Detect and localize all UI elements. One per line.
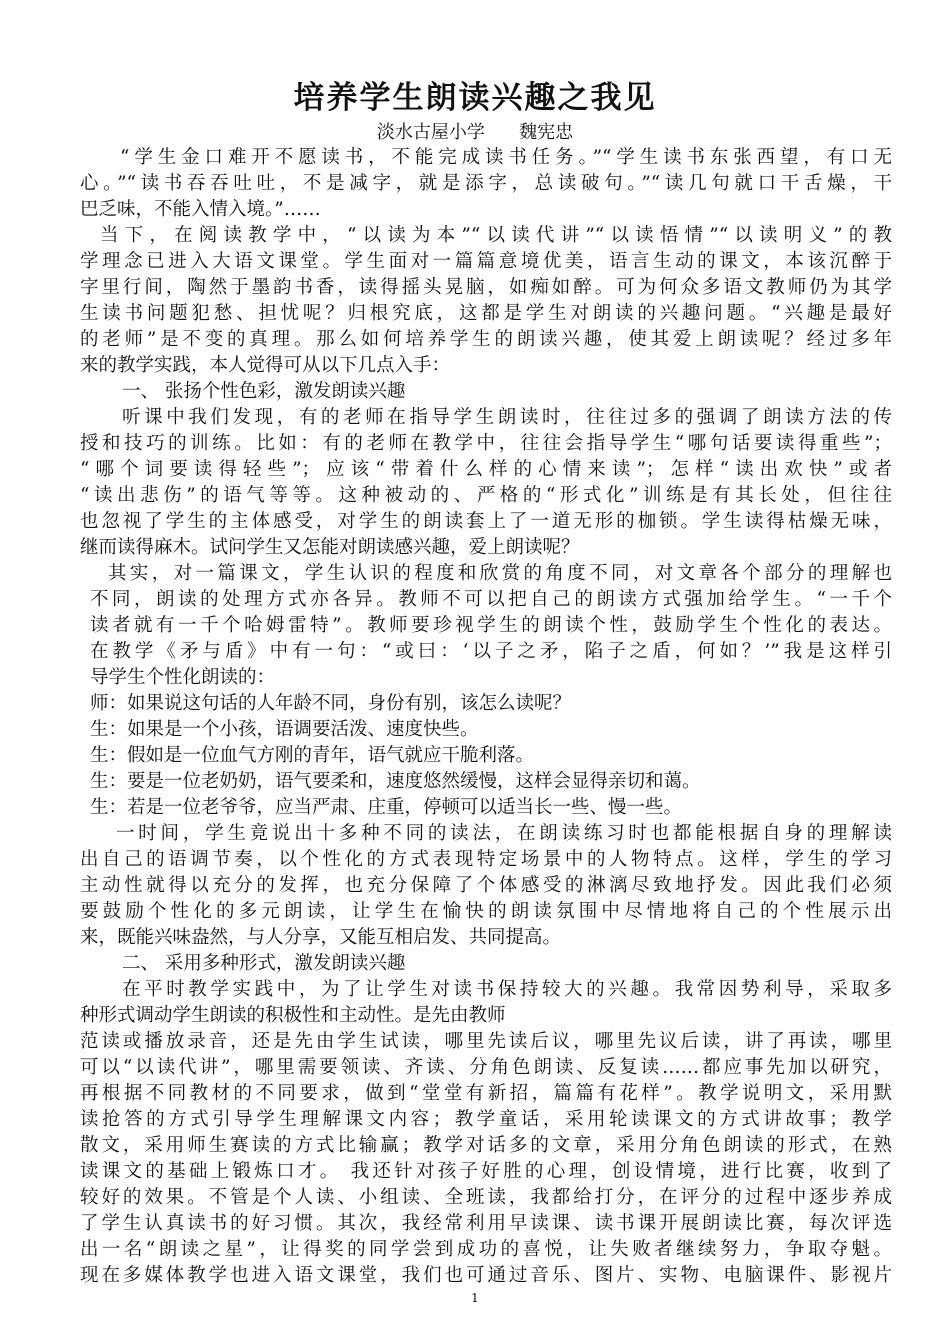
paragraph-line: 生读书问题犯愁、担忧呢？归根究底，这都是学生对朗读的兴趣问题。“兴趣是最好	[80, 303, 892, 324]
paragraph-line: 读抢答的方式引导学生理解课文内容；教学童话，采用轮读课文的方式讲故事；教学	[80, 1109, 892, 1130]
paragraph-line: 要鼓励个性化的多元朗读，让学生在愉快的朗读氛围中尽情地将自己的个性展示出	[80, 901, 892, 922]
dialogue-line: 师：如果说这句话的人年龄不同，身份有别，该怎么读呢？	[90, 693, 572, 714]
paragraph-line: 来的教学实践，本人觉得可从以下几点入手：	[80, 355, 451, 376]
paragraph-line: 当下，在阅读教学中，“以读为本”“以读代讲”“以读悟情”“以读明义”的教	[100, 225, 892, 246]
paragraph-line: 再根据不同教材的不同要求，做到“堂堂有新招，篇篇有花样”。教学说明文，采用默	[80, 1083, 892, 1104]
paragraph-line: 导学生个性化朗读的：	[90, 667, 276, 688]
dialogue-line: 生：要是一位老奶奶，语气要柔和，速度悠然缓慢，这样会显得亲切和蔼。	[90, 771, 701, 792]
paragraph-line: “哪个词要读得轻些”；应该“带着什么样的心情来读”；怎样“读出欢快”或者	[80, 459, 892, 480]
paragraph-line: 其实，对一篇课文，学生认识的程度和欣赏的角度不同，对文章各个部分的理解也	[108, 563, 892, 584]
paragraph-line: 继而读得麻木。试问学生又怎能对朗读感兴趣，爱上朗读呢？	[80, 537, 580, 558]
paragraph-line: 现在多媒体教学也进入语文课堂，我们也可通过音乐、图片、实物、电脑课件、影视片	[80, 1265, 892, 1286]
paragraph-line: 出一名“朗读之星”，让得奖的同学尝到成功的喜悦，让失败者继续努力，争取夺魁。	[80, 1239, 892, 1260]
paragraph-line: 也忽视了学生的主体感受，对学生的朗读套上了一道无形的枷锁。学生读得枯燥无味，	[80, 511, 892, 532]
paragraph-line: 种形式调动学生朗读的积极性和主动性。是先由教师	[80, 1005, 506, 1026]
paragraph-line: 学理念已进入大语文课堂。学生面对一篇篇意境优美，语言生动的课文，本该沉醉于	[80, 251, 892, 272]
paragraph-line: 读者就有一千个哈姆雷特”。教师要珍视学生的朗读个性，鼓励学生个性化的表达。	[90, 615, 892, 636]
paragraph-line: 的老师”是不变的真理。那么如何培养学生的朗读兴趣，使其爱上朗读呢？经过多年	[80, 329, 892, 350]
paragraph-line: 巴乏味，不能入情入境。”……	[80, 199, 321, 220]
paragraph-line: 范读或播放录音，还是先由学生试读，哪里先读后议，哪里先议后读，讲了再读，哪里	[80, 1031, 892, 1052]
paragraph-line: “读出悲伤”的语气等等。这种被动的、严格的“形式化”训练是有其长处，但往往	[80, 485, 892, 506]
paragraph-line: 在平时教学实践中，为了让学生对读书保持较大的兴趣。我常因势利导，采取多	[122, 979, 892, 1000]
author-byline: 淡水古屋小学 魏宪忠	[376, 122, 574, 143]
dialogue-line: 生：如果是一个小孩，语调要活泼、速度快些。	[90, 719, 479, 740]
paragraph-line: 散文，采用师生赛读的方式比输赢；教学对话多的文章，采用分角色朗读的形式，在熟	[80, 1135, 892, 1156]
dialogue-line: 生：若是一位老爷爷，应当严肃、庄重，停顿可以适当长一些、慢一些。	[90, 797, 683, 818]
page-number: 1	[471, 1291, 479, 1305]
paragraph-line: 不同，朗读的处理方式亦各异。教师不可以把自己的朗读方式强加给学生。“一千个	[90, 589, 892, 610]
paragraph-line: “学生金口难开不愿读书，不能完成读书任务。”“学生读书东张西望，有口无	[120, 147, 892, 168]
paragraph-line: 在教学《矛与盾》中有一句：“或曰：‘以子之矛，陷子之盾，何如？’”我是这样引	[90, 641, 892, 662]
section-heading: 二、 采用多种形式，激发朗读兴趣	[122, 953, 406, 974]
paragraph-line: 可以“以读代讲”，哪里需要领读、齐读、分角色朗读、反复读……都应事先加以研究，	[80, 1057, 892, 1078]
paragraph-line: 一时间，学生竟说出十多种不同的读法，在朗读练习时也都能根据自身的理解读	[116, 823, 892, 844]
paragraph-line: 出自己的语调节奏，以个性化的方式表现特定场景中的人物特点。这样，学生的学习	[80, 849, 892, 870]
paragraph-line: 字里行间，陶然于墨韵书香，读得摇头晃脑，如痴如醉。可为何众多语文教师仍为其学	[80, 277, 892, 298]
paragraph-line: 来，既能兴味盎然，与人分享，又能互相启发、共同提高。	[80, 927, 562, 948]
paragraph-line: 了学生认真读书的好习惯。其次，我经常利用早读课、读书课开展朗读比赛，每次评选	[80, 1213, 892, 1234]
paragraph-line: 主动性就得以充分的发挥，也充分保障了个体感受的淋漓尽致地抒发。因此我们必须	[80, 875, 892, 896]
paragraph-line: 较好的效果。不管是个人读、小组读、全班读，我都给打分，在评分的过程中逐步养成	[80, 1187, 892, 1208]
document-title: 培养学生朗读兴趣之我见	[293, 80, 657, 116]
dialogue-line: 生：假如是一位血气方刚的青年，语气就应干脆利落。	[90, 745, 535, 766]
paragraph-line: 心。”“读书吞吞吐吐，不是减字，就是添字，总读破句。”“读几句就口干舌燥，干	[80, 173, 892, 194]
paragraph-line: 读课文的基础上锻炼口才。 我还针对孩子好胜的心理，创设情境，进行比赛，收到了	[80, 1161, 892, 1182]
paragraph-line: 听课中我们发现，有的老师在指导学生朗读时，往往过多的强调了朗读方法的传	[122, 407, 892, 428]
section-heading: 一、 张扬个性色彩，激发朗读兴趣	[122, 381, 406, 402]
paragraph-line: 授和技巧的训练。比如：有的老师在教学中，往往会指导学生“哪句话要读得重些”；	[80, 433, 892, 454]
